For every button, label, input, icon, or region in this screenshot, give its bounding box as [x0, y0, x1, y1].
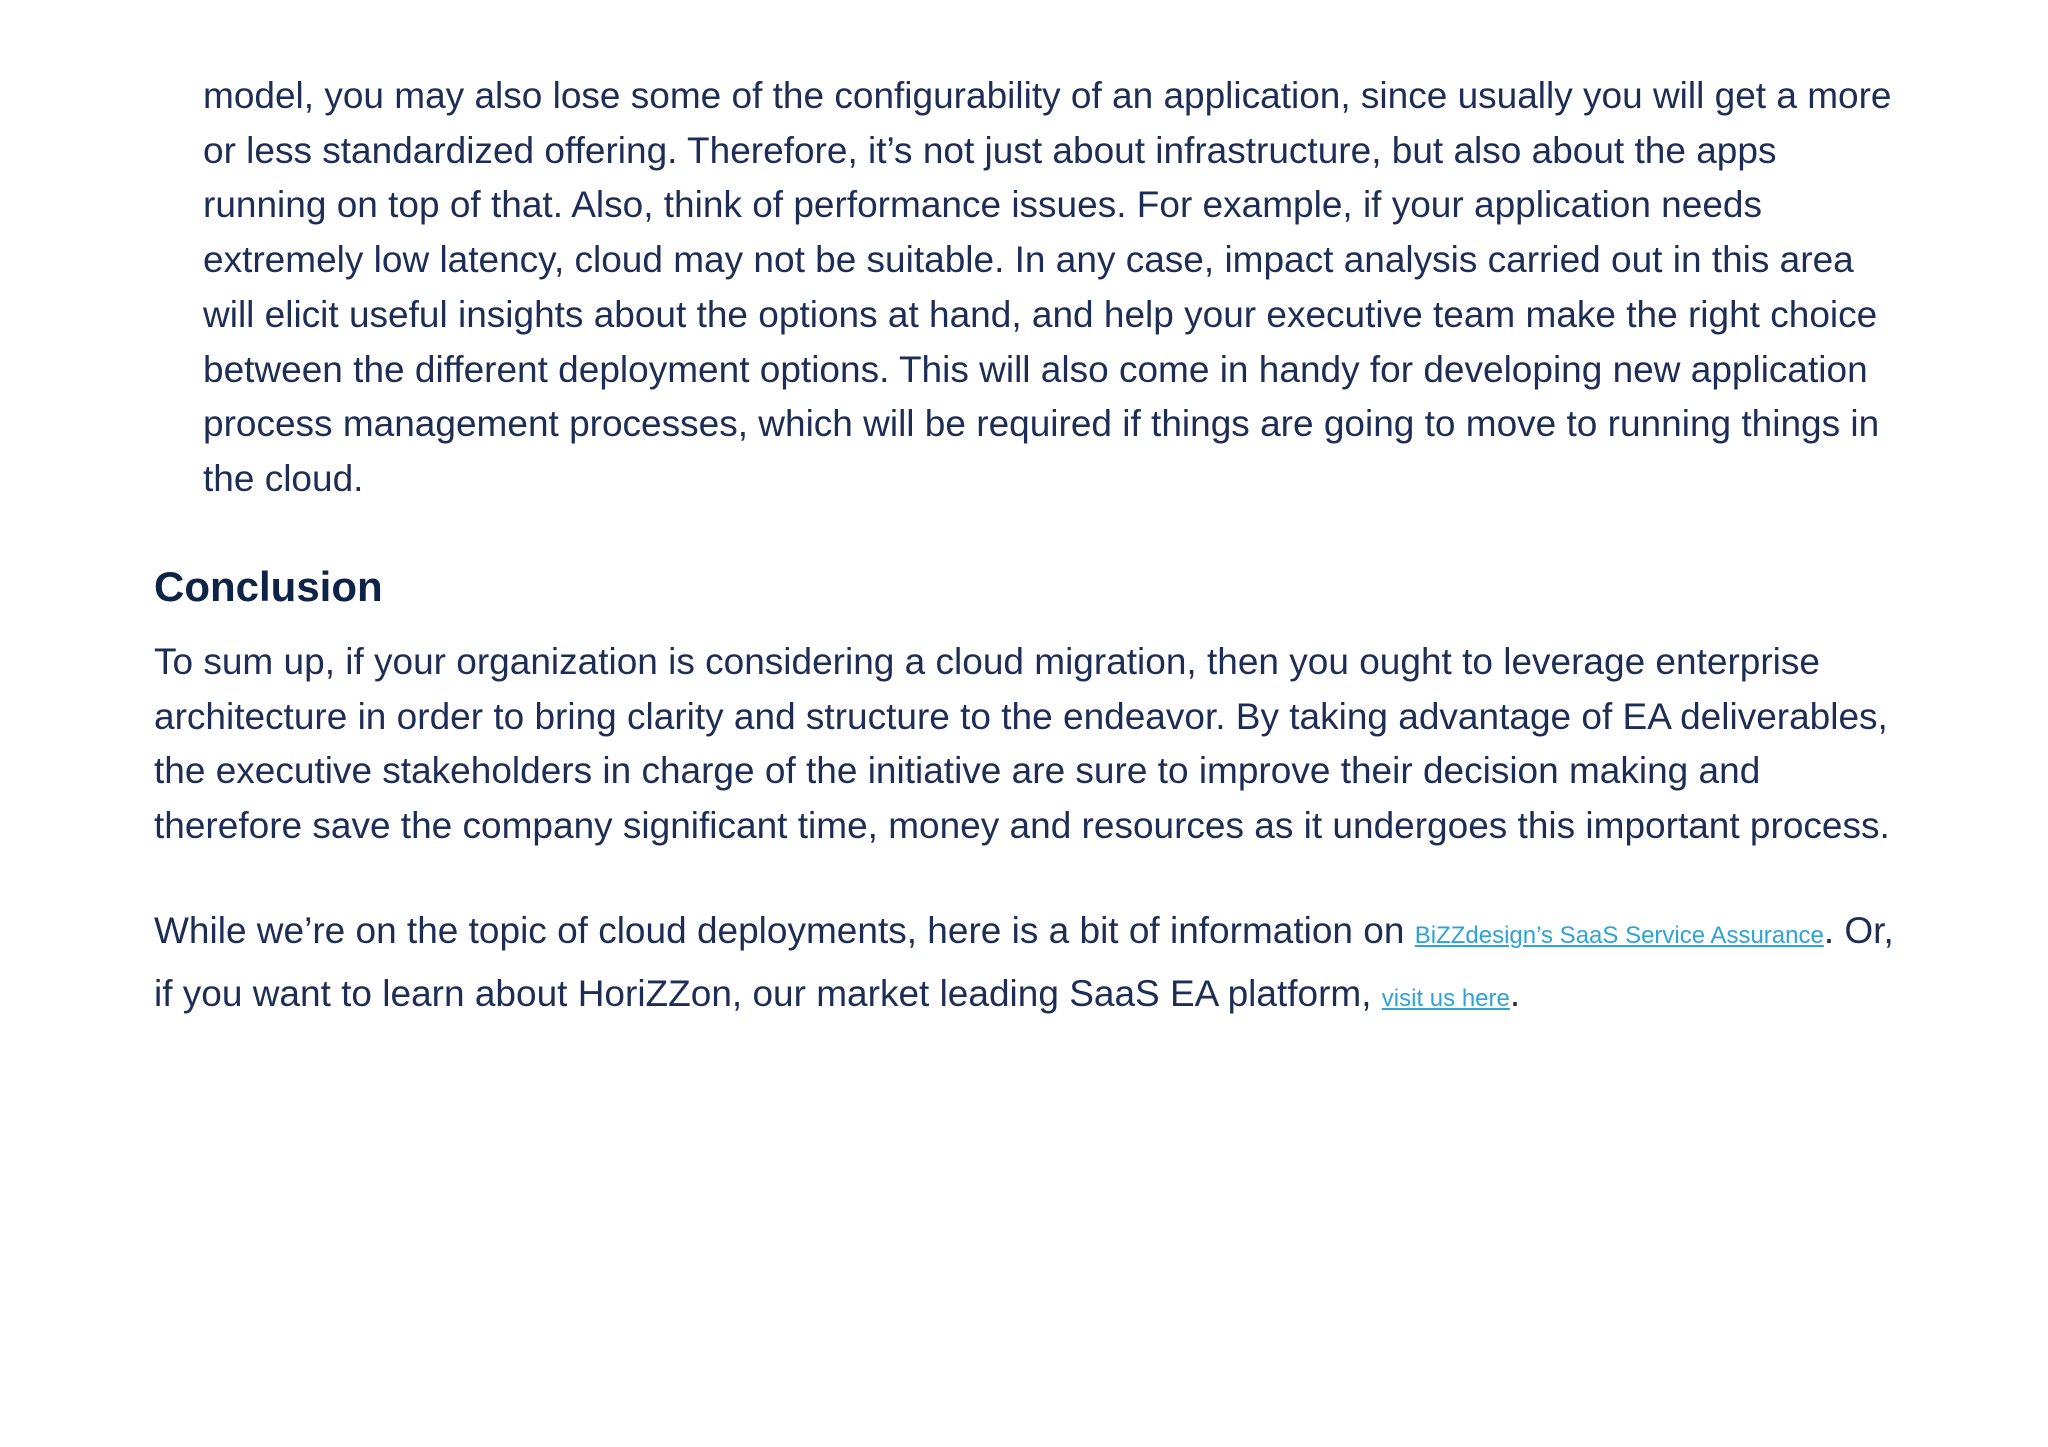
saas-service-assurance-link[interactable]: BiZZdesign’s SaaS Service Assurance [1414, 922, 1824, 949]
closing-text-end: . [1509, 973, 1521, 1014]
conclusion-paragraph: To sum up, if your organization is considering a cloud migration, then you ought to leverage enterprise architecture in order to bring clarity and structure to the endeavor. By taking advantage of EA deliverables, the executive stakeholders in charge of the initiative are sure to improve their decision making and therefore save the company significant time, money and resources as it undergoes this important process. [154, 641, 1890, 847]
closing-text-intro: While we’re on the topic of cloud deployments, here is a bit of information on [154, 910, 1415, 951]
continued-paragraph: model, you may also lose some of the configurability of an application, since usually you will get a more or less standardized offering. Therefore, it’s not just about infrastructure, but also about the apps running on top of that. Also, think of performance issues. For example, if your application needs extremely low latency, cloud may not be suitable. In any case, impact analysis carried out in this area will elicit useful insights about the options at hand, and help your executive team make the right choice between the different deployment options. This will also come in handy for developing new application process management processes, which will be required if things are going to move to running things in the cloud. [203, 75, 1892, 499]
visit-us-here-link[interactable]: visit us here [1381, 985, 1510, 1012]
closing-paragraph [154, 902, 1914, 1028]
closing-text-middle: . Or, if you want to learn about HoriZZon, our market leading SaaS EA platform, [154, 910, 1894, 1014]
conclusion-heading: Conclusion [154, 563, 383, 610]
